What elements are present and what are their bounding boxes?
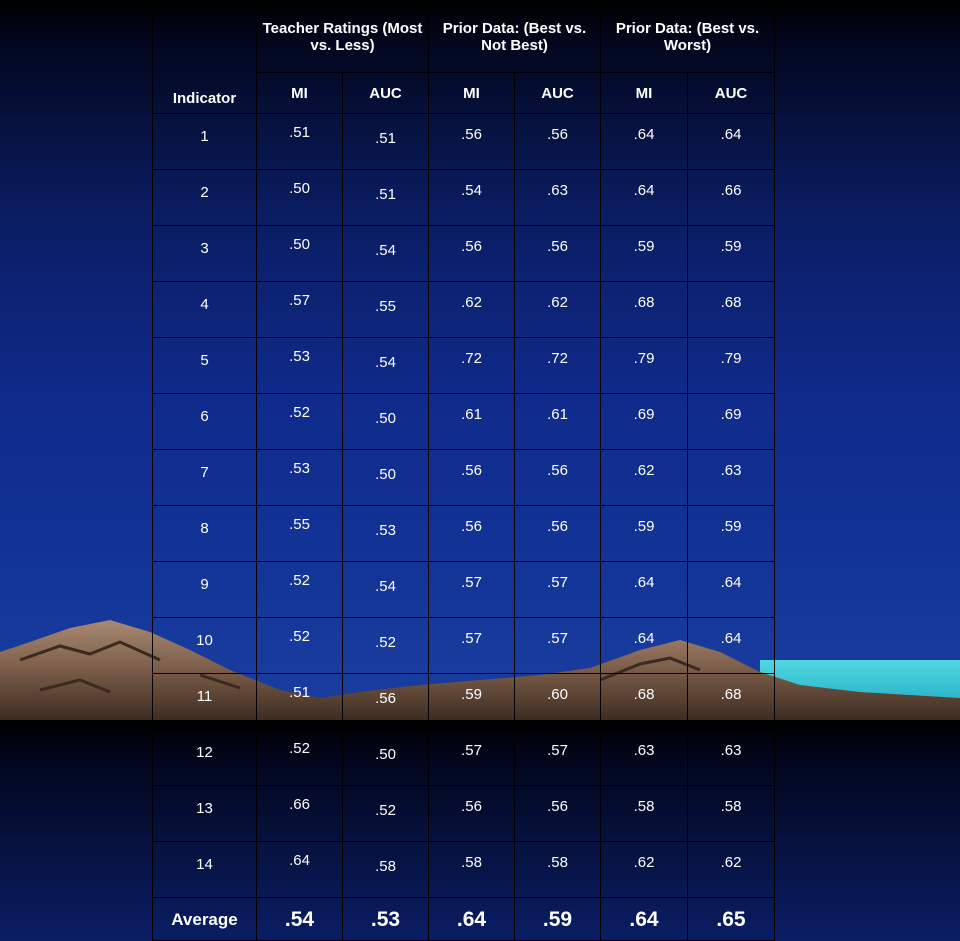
mi-value-cell: .66 <box>257 786 343 842</box>
mi-value-cell: .53 <box>257 450 343 506</box>
mi-value-cell: .58 <box>601 786 688 842</box>
mi-value-cell: .57 <box>429 618 515 674</box>
mi-value-cell: .64 <box>257 842 343 898</box>
auc-value-cell: .56 <box>515 786 601 842</box>
auc-value-cell: .50 <box>343 450 429 506</box>
auc-value-cell: .61 <box>515 394 601 450</box>
auc-value-cell: .51 <box>343 114 429 170</box>
mi-value-cell: .50 <box>257 170 343 226</box>
auc-value-cell: .63 <box>688 450 775 506</box>
auc-value-cell: .59 <box>688 226 775 282</box>
auc-value-cell: .68 <box>688 674 775 730</box>
sub-header-auc: AUC <box>343 73 429 114</box>
auc-value-cell: .64 <box>688 114 775 170</box>
mi-value-cell: .61 <box>429 394 515 450</box>
mi-value-cell: .57 <box>429 562 515 618</box>
auc-value-cell: .72 <box>515 338 601 394</box>
indicator-cell: 7 <box>153 450 257 506</box>
auc-value-cell: .56 <box>515 114 601 170</box>
mi-value-cell: .64 <box>601 562 688 618</box>
mi-value-cell: .56 <box>429 450 515 506</box>
mi-value-cell: .55 <box>257 506 343 562</box>
sub-header-auc: AUC <box>688 73 775 114</box>
mi-value-cell: .56 <box>429 786 515 842</box>
auc-value-cell: .53 <box>343 506 429 562</box>
indicator-header: Indicator <box>153 1 257 114</box>
mi-value-cell: .58 <box>429 842 515 898</box>
mi-value-cell: .62 <box>601 450 688 506</box>
auc-value-cell: .79 <box>688 338 775 394</box>
average-row <box>153 898 775 941</box>
auc-value-cell: .54 <box>343 338 429 394</box>
auc-value-cell: .58 <box>343 842 429 898</box>
group-header-teacher-ratings: Teacher Ratings (Most vs. Less) <box>257 1 429 73</box>
auc-value-cell: .56 <box>515 226 601 282</box>
indicator-cell: 8 <box>153 506 257 562</box>
indicator-cell: 1 <box>153 114 257 170</box>
mi-value-cell: .62 <box>429 282 515 338</box>
table-row <box>153 842 775 898</box>
auc-value-cell: .69 <box>688 394 775 450</box>
mi-value-cell: .56 <box>429 506 515 562</box>
table-row <box>153 394 775 450</box>
mi-value-cell: .64 <box>601 114 688 170</box>
group-header-best-vs-worst: Prior Data: (Best vs. Worst) <box>601 1 775 73</box>
mi-value-cell: .54 <box>429 170 515 226</box>
auc-value-cell: .52 <box>343 618 429 674</box>
mi-value-cell: .59 <box>601 226 688 282</box>
average-value-cell: .64 <box>601 898 688 941</box>
mi-value-cell: .56 <box>429 114 515 170</box>
auc-value-cell: .54 <box>343 226 429 282</box>
mi-value-cell: .63 <box>601 730 688 786</box>
auc-value-cell: .52 <box>343 786 429 842</box>
auc-value-cell: .58 <box>688 786 775 842</box>
auc-value-cell: .62 <box>515 282 601 338</box>
average-value-cell: .59 <box>515 898 601 941</box>
auc-value-cell: .58 <box>515 842 601 898</box>
table-row <box>153 618 775 674</box>
auc-value-cell: .56 <box>343 674 429 730</box>
table-row <box>153 730 775 786</box>
auc-value-cell: .57 <box>515 730 601 786</box>
mi-value-cell: .68 <box>601 674 688 730</box>
mi-value-cell: .57 <box>257 282 343 338</box>
mi-value-cell: .68 <box>601 282 688 338</box>
mi-value-cell: .64 <box>601 170 688 226</box>
indicator-cell: 4 <box>153 282 257 338</box>
mi-value-cell: .51 <box>257 114 343 170</box>
mi-value-cell: .51 <box>257 674 343 730</box>
auc-value-cell: .64 <box>688 562 775 618</box>
table-row <box>153 226 775 282</box>
mi-value-cell: .52 <box>257 562 343 618</box>
auc-value-cell: .56 <box>515 450 601 506</box>
group-header-best-vs-not-best: Prior Data: (Best vs. Not Best) <box>429 1 601 73</box>
auc-value-cell: .54 <box>343 562 429 618</box>
indicator-cell: 11 <box>153 674 257 730</box>
group-header-row <box>153 1 775 73</box>
mi-value-cell: .64 <box>601 618 688 674</box>
sub-header-mi: MI <box>429 73 515 114</box>
results-table <box>152 0 775 941</box>
average-value-cell: .54 <box>257 898 343 941</box>
indicator-cell: 5 <box>153 338 257 394</box>
table-row <box>153 450 775 506</box>
mi-value-cell: .53 <box>257 338 343 394</box>
table-row <box>153 786 775 842</box>
sub-header-auc: AUC <box>515 73 601 114</box>
table-row <box>153 338 775 394</box>
mi-value-cell: .52 <box>257 618 343 674</box>
auc-value-cell: .63 <box>688 730 775 786</box>
table-row <box>153 506 775 562</box>
mi-value-cell: .79 <box>601 338 688 394</box>
table-row <box>153 674 775 730</box>
mi-value-cell: .62 <box>601 842 688 898</box>
mi-value-cell: .59 <box>601 506 688 562</box>
auc-value-cell: .57 <box>515 562 601 618</box>
mi-value-cell: .52 <box>257 730 343 786</box>
mi-value-cell: .59 <box>429 674 515 730</box>
auc-value-cell: .66 <box>688 170 775 226</box>
indicator-cell: 9 <box>153 562 257 618</box>
auc-value-cell: .55 <box>343 282 429 338</box>
indicator-cell: 6 <box>153 394 257 450</box>
indicator-cell: 10 <box>153 618 257 674</box>
mi-value-cell: .56 <box>429 226 515 282</box>
auc-value-cell: .60 <box>515 674 601 730</box>
indicator-cell: 14 <box>153 842 257 898</box>
sub-header-mi: MI <box>601 73 688 114</box>
mi-value-cell: .69 <box>601 394 688 450</box>
table-row <box>153 282 775 338</box>
average-label: Average <box>153 898 257 941</box>
auc-value-cell: .57 <box>515 618 601 674</box>
mi-value-cell: .52 <box>257 394 343 450</box>
auc-value-cell: .50 <box>343 730 429 786</box>
auc-value-cell: .51 <box>343 170 429 226</box>
average-value-cell: .53 <box>343 898 429 941</box>
average-value-cell: .65 <box>688 898 775 941</box>
mi-value-cell: .50 <box>257 226 343 282</box>
auc-value-cell: .68 <box>688 282 775 338</box>
auc-value-cell: .50 <box>343 394 429 450</box>
auc-value-cell: .62 <box>688 842 775 898</box>
indicator-cell: 2 <box>153 170 257 226</box>
average-value-cell: .64 <box>429 898 515 941</box>
indicator-cell: 13 <box>153 786 257 842</box>
sub-header-mi: MI <box>257 73 343 114</box>
auc-value-cell: .59 <box>688 506 775 562</box>
table-row <box>153 114 775 170</box>
table-row <box>153 170 775 226</box>
table-row <box>153 562 775 618</box>
auc-value-cell: .56 <box>515 506 601 562</box>
auc-value-cell: .63 <box>515 170 601 226</box>
indicator-cell: 12 <box>153 730 257 786</box>
indicator-cell: 3 <box>153 226 257 282</box>
mi-value-cell: .57 <box>429 730 515 786</box>
mi-value-cell: .72 <box>429 338 515 394</box>
auc-value-cell: .64 <box>688 618 775 674</box>
